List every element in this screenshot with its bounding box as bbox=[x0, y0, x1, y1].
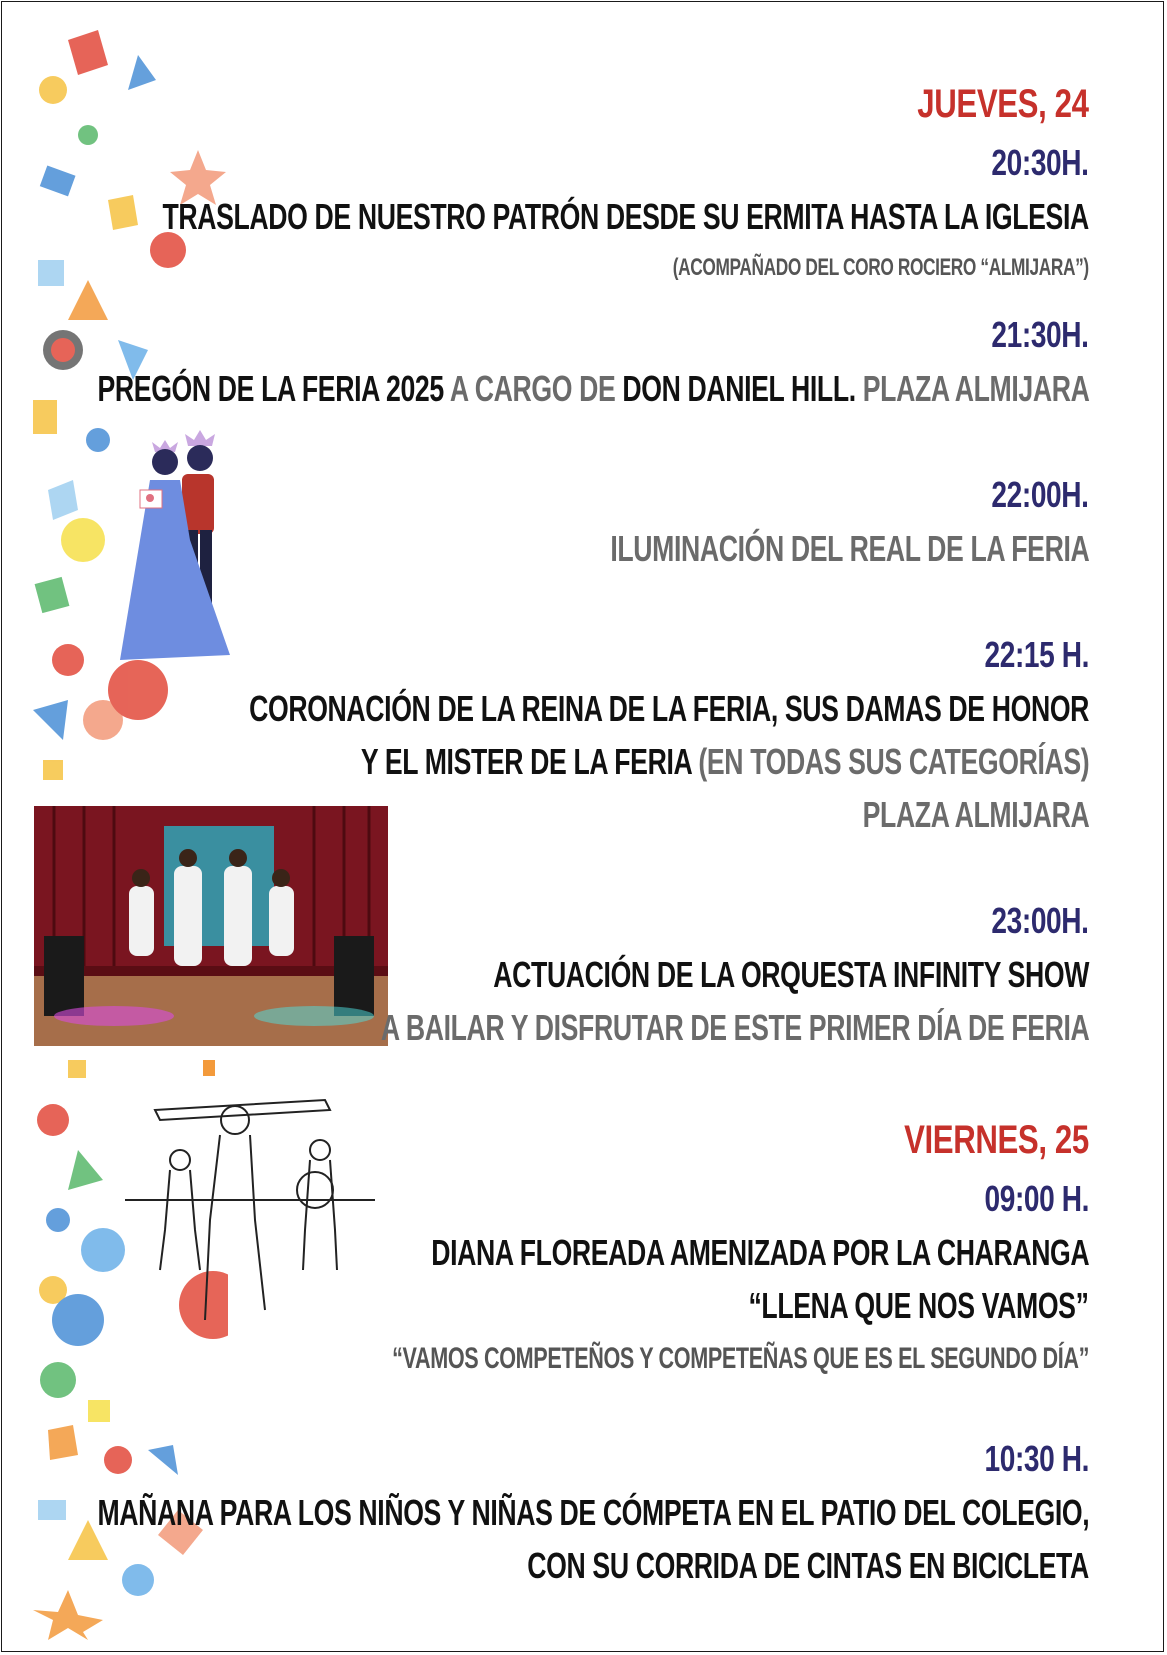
event-title-line2 bbox=[361, 741, 1089, 783]
pregon-place: PLAZA ALMIJARA bbox=[855, 368, 1089, 409]
event-time: 21:30H. bbox=[991, 314, 1089, 355]
marching-band-sketch bbox=[125, 1060, 375, 1340]
event-title-line2: “LLENA QUE NOS VAMOS” bbox=[748, 1285, 1089, 1326]
pregon-a-cargo: A CARGO DE bbox=[443, 368, 622, 409]
event-note: (ACOMPAÑADO DEL CORO ROCIERO “ALMIJARA”) bbox=[672, 254, 1089, 281]
day-heading-viernes: VIERNES, 25 bbox=[904, 1118, 1089, 1162]
event-title: ILUMINACIÓN DEL REAL DE LA FERIA bbox=[609, 528, 1089, 569]
mister-title: Y EL MISTER DE LA FERIA bbox=[360, 741, 692, 782]
event-time: 23:00H. bbox=[991, 900, 1089, 941]
event-time: 09:00 H. bbox=[984, 1178, 1089, 1219]
mister-categories: (EN TODAS SUS CATEGORÍAS) bbox=[691, 741, 1089, 782]
event-title: MAÑANA PARA LOS NIÑOS Y NIÑAS DE CÓMPETA EN EL PATIO DEL COLEGIO, bbox=[97, 1492, 1089, 1533]
queen-and-king-illustration bbox=[120, 430, 280, 690]
event-time: 22:15 H. bbox=[984, 634, 1089, 675]
pregon-speaker: DON DANIEL HILL. bbox=[621, 368, 856, 409]
event-time: 20:30H. bbox=[991, 142, 1089, 183]
event-time: 10:30 H. bbox=[984, 1438, 1089, 1479]
event-title: ACTUACIÓN DE LA ORQUESTA INFINITY SHOW bbox=[493, 954, 1089, 995]
event-title: CORONACIÓN DE LA REINA DE LA FERIA, SUS DAMAS DE HONOR bbox=[249, 688, 1089, 729]
event-title bbox=[97, 368, 1089, 410]
event-title: TRASLADO DE NUESTRO PATRÓN DESDE SU ERMITA HASTA LA IGLESIA bbox=[162, 196, 1089, 237]
event-note: “VAMOS COMPETEÑOS Y COMPETEÑAS QUE ES EL SEGUNDO DÍA” bbox=[391, 1342, 1089, 1375]
pregon-title: PREGÓN DE LA FERIA 2025 bbox=[97, 368, 444, 409]
event-title: DIANA FLOREADA AMENIZADA POR LA CHARANGA bbox=[430, 1232, 1089, 1273]
event-place: PLAZA ALMIJARA bbox=[862, 794, 1089, 835]
event-subtitle: A BAILAR Y DISFRUTAR DE ESTE PRIMER DÍA DE FERIA bbox=[380, 1007, 1089, 1048]
orchestra-photo bbox=[34, 806, 388, 1046]
day-heading-jueves: JUEVES, 24 bbox=[917, 82, 1089, 126]
event-time: 22:00H. bbox=[991, 474, 1089, 515]
event-title-line2: CON SU CORRIDA DE CINTAS EN BICICLETA bbox=[527, 1545, 1089, 1586]
